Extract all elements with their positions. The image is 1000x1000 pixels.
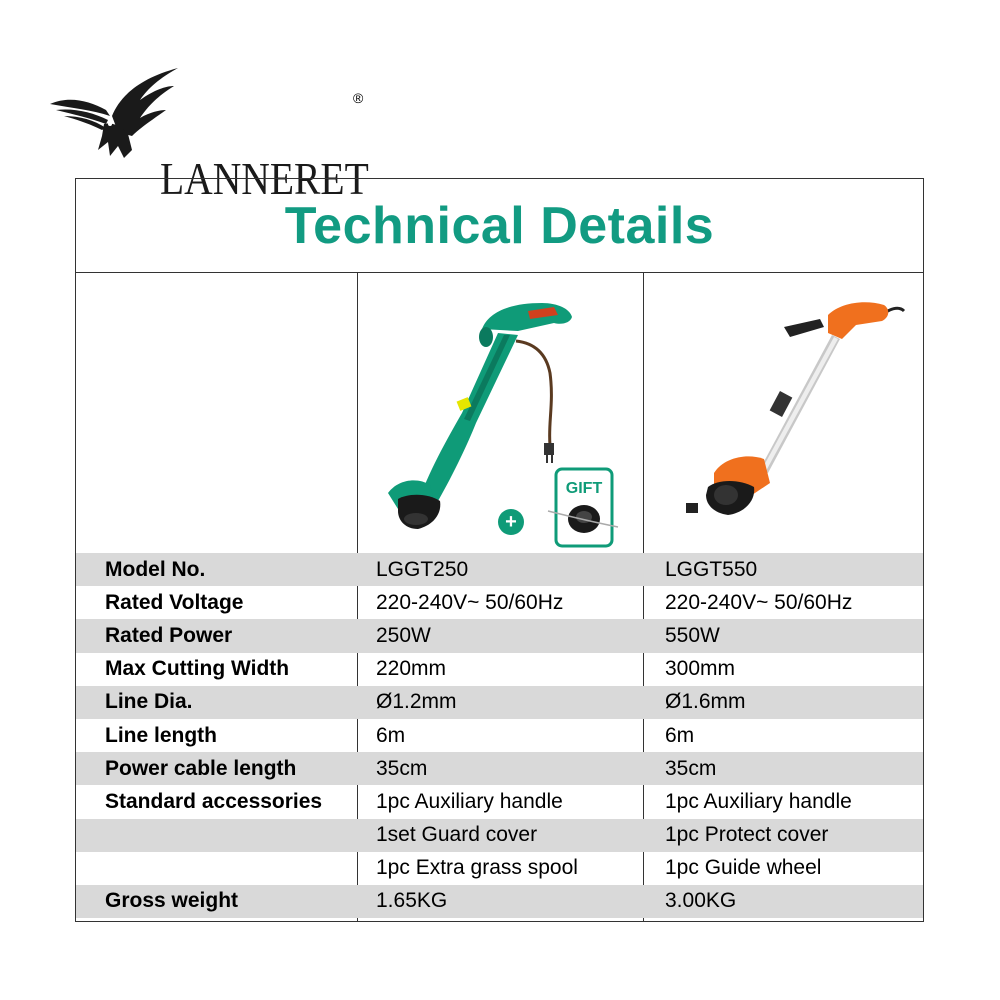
spec-value-lggt250: 1.65KG	[376, 889, 448, 913]
spec-value-lggt250: 220-240V~ 50/60Hz	[376, 590, 564, 614]
table-row	[76, 885, 923, 918]
orange-grass-trimmer-image	[644, 273, 924, 553]
spec-value-lggt550: 1pc Guide wheel	[665, 856, 822, 880]
spec-table	[75, 178, 924, 922]
table-row	[76, 686, 923, 719]
table-row	[76, 785, 923, 818]
spec-label: Line Dia.	[105, 690, 193, 714]
registered-mark: ®	[353, 90, 364, 106]
spec-value-lggt250: 220mm	[376, 657, 447, 681]
spec-value-lggt550: 1pc Protect cover	[665, 823, 829, 847]
spec-value-lggt550: Ø1.6mm	[665, 690, 746, 714]
page-title: Technical Details	[284, 196, 715, 255]
spec-value-lggt250: 1pc Auxiliary handle	[376, 789, 563, 813]
table-row	[76, 586, 923, 619]
product-image-lggt550	[644, 273, 924, 553]
table-row	[76, 752, 923, 785]
spec-value-lggt550: 3.00KG	[665, 889, 737, 913]
table-row	[76, 819, 923, 852]
title-row	[76, 179, 923, 273]
product-image-row	[76, 273, 923, 553]
spec-label: Line length	[105, 723, 217, 747]
spec-value-lggt550: LGGT550	[665, 557, 758, 581]
spec-label: Rated Power	[105, 623, 233, 647]
spec-label: Max Cutting Width	[105, 657, 290, 681]
spec-value-lggt250: 250W	[376, 623, 431, 647]
spec-value-lggt250: 6m	[376, 723, 406, 747]
gift-label: GIFT	[565, 480, 603, 497]
spec-value-lggt250: LGGT250	[376, 557, 469, 581]
spec-label: Gross weight	[105, 889, 239, 913]
spec-value-lggt550: 220-240V~ 50/60Hz	[665, 590, 853, 614]
spec-value-lggt550: 6m	[665, 723, 695, 747]
spec-value-lggt250: 35cm	[376, 756, 428, 780]
spec-rows	[76, 553, 923, 918]
spec-value-lggt250: Ø1.2mm	[376, 690, 457, 714]
spec-value-lggt550: 1pc Auxiliary handle	[665, 789, 852, 813]
spec-value-lggt550: 550W	[665, 623, 720, 647]
table-row	[76, 553, 923, 586]
spec-label: Model No.	[105, 557, 206, 581]
spec-label: Standard accessories	[105, 789, 323, 813]
spec-value-lggt550: 300mm	[665, 657, 736, 681]
plus-symbol: +	[505, 511, 517, 533]
product-image-lggt250	[358, 273, 643, 553]
table-row	[76, 852, 923, 885]
spec-value-lggt250: 1set Guard cover	[376, 823, 538, 847]
spec-label: Power cable length	[105, 756, 297, 780]
spec-value-lggt550: 35cm	[665, 756, 717, 780]
table-row	[76, 653, 923, 686]
brand-name: LANNERET	[160, 153, 369, 204]
spec-value-lggt250: 1pc Extra grass spool	[376, 856, 578, 880]
table-row	[76, 619, 923, 652]
spec-label: Rated Voltage	[105, 590, 244, 614]
table-row	[76, 719, 923, 752]
eagle-logo-icon	[48, 66, 178, 162]
brand-logo	[48, 66, 378, 204]
green-grass-trimmer-image	[358, 273, 643, 553]
